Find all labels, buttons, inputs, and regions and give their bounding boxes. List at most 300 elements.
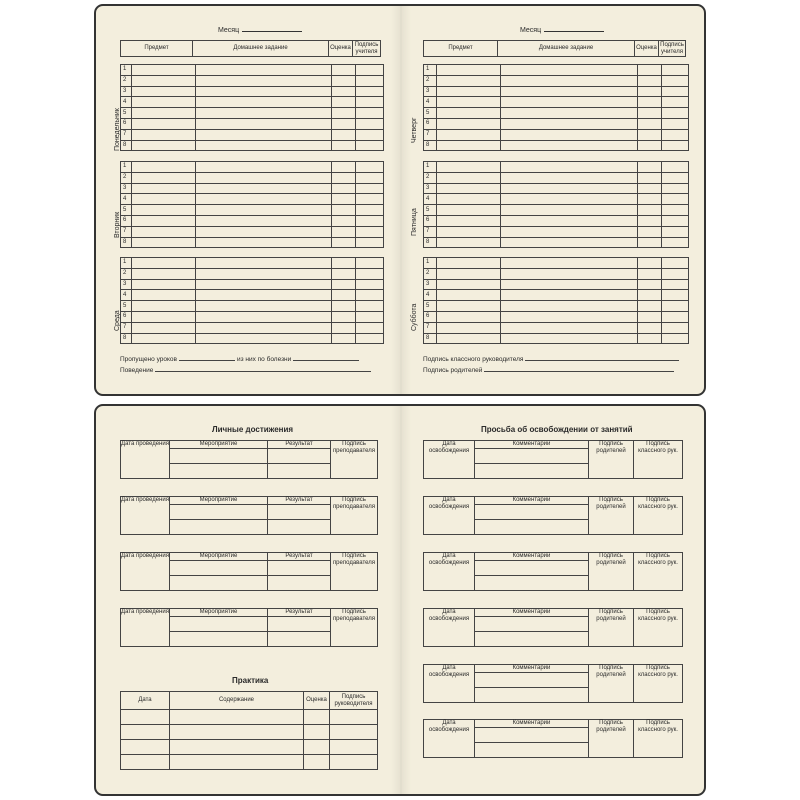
lesson-number: 2 (121, 172, 132, 183)
lesson-row (424, 290, 689, 301)
lesson-number: 6 (121, 311, 132, 322)
practice-cell[interactable] (330, 725, 378, 740)
grade-cell[interactable] (332, 65, 356, 76)
homework-cell[interactable] (501, 205, 638, 216)
grade-cell[interactable] (332, 162, 356, 173)
exm-col-class-teacher-sign: Подпись классного рук. (634, 720, 683, 758)
grade-cell[interactable] (332, 118, 356, 129)
grade-cell[interactable] (332, 194, 356, 205)
teacher-sign-cell[interactable] (662, 215, 689, 226)
grade-cell[interactable] (332, 268, 356, 279)
lesson-row (424, 279, 689, 290)
grade-cell[interactable] (638, 118, 662, 129)
parents-underline (484, 365, 674, 372)
homework-cell[interactable] (501, 301, 638, 312)
grade-cell[interactable] (332, 183, 356, 194)
practice-table (120, 691, 378, 770)
lesson-number: 3 (424, 279, 437, 290)
col-grade: Оценка (329, 41, 353, 57)
lesson-row (424, 194, 689, 205)
teacher-sign-cell[interactable] (662, 290, 689, 301)
grade-cell[interactable] (638, 86, 662, 97)
subject-cell[interactable] (437, 86, 501, 97)
practice-cell[interactable] (170, 725, 304, 740)
homework-cell[interactable] (501, 75, 638, 86)
parents-sign-line[interactable] (423, 365, 676, 374)
subject-cell[interactable] (437, 97, 501, 108)
exm-col-comments: Комментарии (475, 497, 589, 505)
grade-cell[interactable] (332, 97, 356, 108)
grade-cell[interactable] (638, 162, 662, 173)
homework-cell[interactable] (196, 301, 332, 312)
comment-cell[interactable] (475, 673, 589, 688)
teacher-sign-cell[interactable] (356, 205, 384, 216)
subject-cell[interactable] (437, 290, 501, 301)
homework-cell[interactable] (501, 279, 638, 290)
month-underline (544, 25, 604, 32)
exm-col-date: Дата освобождения (424, 553, 475, 591)
teacher-sign-cell[interactable] (356, 333, 384, 344)
teacher-sign-cell[interactable] (356, 215, 384, 226)
exm-col-date: Дата освобождения (424, 665, 475, 703)
comment-cell[interactable] (475, 449, 589, 464)
grade-cell[interactable] (332, 215, 356, 226)
ach-col-teacher-sign: Подпись преподавателя (331, 553, 378, 591)
class-teacher-sign-line[interactable] (423, 354, 681, 363)
teacher-sign-cell[interactable] (356, 75, 384, 86)
homework-cell[interactable] (501, 258, 638, 269)
result-cell[interactable] (268, 617, 331, 632)
homework-cell[interactable] (196, 162, 332, 173)
grade-cell[interactable] (332, 311, 356, 322)
grade-cell[interactable] (638, 333, 662, 344)
lesson-number: 7 (424, 129, 437, 140)
teacher-sign-cell[interactable] (662, 108, 689, 119)
grade-cell[interactable] (638, 215, 662, 226)
grade-cell[interactable] (638, 194, 662, 205)
result-cell[interactable] (268, 464, 331, 479)
comment-cell[interactable] (475, 576, 589, 591)
lesson-row (121, 118, 384, 129)
homework-cell[interactable] (196, 140, 332, 151)
homework-cell[interactable] (501, 215, 638, 226)
teacher-sign-cell[interactable] (662, 97, 689, 108)
homework-cell[interactable] (196, 215, 332, 226)
teacher-sign-cell[interactable] (356, 140, 384, 151)
homework-cell[interactable] (501, 290, 638, 301)
comment-cell[interactable] (475, 464, 589, 479)
homework-cell[interactable] (501, 172, 638, 183)
homework-cell[interactable] (501, 183, 638, 194)
practice-cell[interactable] (304, 710, 330, 725)
ach-col-date: Дата проведения (121, 609, 170, 647)
homework-cell[interactable] (196, 65, 332, 76)
teacher-sign-cell[interactable] (356, 108, 384, 119)
behavior-line[interactable] (120, 365, 373, 374)
exm-col-parents-sign: Подпись родителей (589, 665, 634, 703)
teacher-sign-cell[interactable] (662, 237, 689, 248)
homework-cell[interactable] (501, 322, 638, 333)
subject-cell[interactable] (132, 301, 196, 312)
homework-cell[interactable] (501, 65, 638, 76)
practice-cell[interactable] (304, 755, 330, 770)
practice-cell[interactable] (330, 740, 378, 755)
result-cell[interactable] (268, 520, 331, 535)
practice-cell[interactable] (330, 755, 378, 770)
subject-cell[interactable] (132, 194, 196, 205)
subject-cell[interactable] (132, 162, 196, 173)
teacher-sign-cell[interactable] (356, 172, 384, 183)
subject-cell[interactable] (437, 237, 501, 248)
subject-cell[interactable] (437, 65, 501, 76)
grade-cell[interactable] (638, 183, 662, 194)
homework-cell[interactable] (196, 311, 332, 322)
subject-cell[interactable] (437, 162, 501, 173)
lesson-row (121, 140, 384, 151)
achievement-table (120, 552, 378, 591)
comment-cell[interactable] (475, 561, 589, 576)
lesson-number: 5 (424, 301, 437, 312)
grade-cell[interactable] (332, 86, 356, 97)
day-label-wednesday: Среда (114, 310, 121, 331)
homework-cell[interactable] (196, 226, 332, 237)
event-cell[interactable] (170, 561, 268, 576)
result-cell[interactable] (268, 576, 331, 591)
teacher-sign-cell[interactable] (356, 279, 384, 290)
grade-cell[interactable] (638, 97, 662, 108)
teacher-sign-cell[interactable] (356, 65, 384, 76)
col-teacher-sign: Подпись учителя (353, 41, 381, 57)
exm-col-class-teacher-sign: Подпись классного рук. (634, 665, 683, 703)
homework-cell[interactable] (501, 118, 638, 129)
event-cell[interactable] (170, 576, 268, 591)
subject-cell[interactable] (132, 97, 196, 108)
grade-cell[interactable] (332, 322, 356, 333)
day-table-thursday (423, 64, 689, 151)
practice-cell[interactable] (304, 725, 330, 740)
lesson-number: 1 (424, 65, 437, 76)
teacher-sign-cell[interactable] (662, 183, 689, 194)
homework-cell[interactable] (196, 129, 332, 140)
homework-cell[interactable] (196, 258, 332, 269)
grade-cell[interactable] (332, 333, 356, 344)
exemption-title: Просьба об освобождении от занятий (481, 425, 633, 434)
subject-cell[interactable] (132, 333, 196, 344)
grade-cell[interactable] (332, 205, 356, 216)
teacher-sign-cell[interactable] (356, 311, 384, 322)
subject-cell[interactable] (437, 301, 501, 312)
ach-col-teacher-sign: Подпись преподавателя (331, 497, 378, 535)
homework-cell[interactable] (196, 183, 332, 194)
subject-cell[interactable] (437, 215, 501, 226)
comment-cell[interactable] (475, 617, 589, 632)
subject-cell[interactable] (132, 268, 196, 279)
event-cell[interactable] (170, 505, 268, 520)
subject-cell[interactable] (437, 311, 501, 322)
practice-cell[interactable] (170, 755, 304, 770)
lesson-row (121, 215, 384, 226)
practice-cell[interactable] (121, 755, 170, 770)
subject-cell[interactable] (437, 226, 501, 237)
teacher-sign-cell[interactable] (662, 205, 689, 216)
subject-cell[interactable] (132, 226, 196, 237)
grade-cell[interactable] (638, 65, 662, 76)
homework-cell[interactable] (501, 108, 638, 119)
exemption-table (423, 440, 683, 479)
teacher-sign-cell[interactable] (662, 258, 689, 269)
subject-cell[interactable] (132, 258, 196, 269)
subject-cell[interactable] (132, 118, 196, 129)
homework-cell[interactable] (501, 97, 638, 108)
week-header-table-right (423, 40, 686, 57)
homework-cell[interactable] (196, 108, 332, 119)
grade-cell[interactable] (332, 226, 356, 237)
grade-cell[interactable] (332, 301, 356, 312)
teacher-sign-cell[interactable] (356, 194, 384, 205)
teacher-sign-cell[interactable] (662, 311, 689, 322)
homework-cell[interactable] (196, 86, 332, 97)
grade-cell[interactable] (638, 290, 662, 301)
result-cell[interactable] (268, 505, 331, 520)
practice-cell[interactable] (121, 725, 170, 740)
teacher-sign-cell[interactable] (662, 118, 689, 129)
practice-cell[interactable] (121, 710, 170, 725)
subject-cell[interactable] (437, 205, 501, 216)
subject-cell[interactable] (437, 279, 501, 290)
teacher-sign-cell[interactable] (662, 268, 689, 279)
grade-cell[interactable] (638, 279, 662, 290)
teacher-sign-cell[interactable] (662, 140, 689, 151)
day-label-thursday: Четверг (411, 117, 418, 143)
comment-cell[interactable] (475, 520, 589, 535)
teacher-sign-cell[interactable] (356, 118, 384, 129)
teacher-sign-cell[interactable] (662, 301, 689, 312)
lesson-row (121, 290, 384, 301)
homework-cell[interactable] (196, 118, 332, 129)
grade-cell[interactable] (638, 129, 662, 140)
homework-cell[interactable] (196, 322, 332, 333)
lesson-row (424, 322, 689, 333)
teacher-sign-cell[interactable] (662, 75, 689, 86)
practice-cell[interactable] (121, 740, 170, 755)
subject-cell[interactable] (437, 140, 501, 151)
event-cell[interactable] (170, 449, 268, 464)
grade-cell[interactable] (332, 290, 356, 301)
grade-cell[interactable] (332, 172, 356, 183)
grade-cell[interactable] (332, 108, 356, 119)
teacher-sign-cell[interactable] (356, 86, 384, 97)
teacher-sign-cell[interactable] (662, 333, 689, 344)
subject-cell[interactable] (437, 183, 501, 194)
homework-cell[interactable] (501, 268, 638, 279)
event-cell[interactable] (170, 520, 268, 535)
lesson-number: 8 (424, 333, 437, 344)
subject-cell[interactable] (132, 75, 196, 86)
grade-cell[interactable] (638, 172, 662, 183)
teacher-sign-cell[interactable] (356, 290, 384, 301)
teacher-sign-cell[interactable] (356, 258, 384, 269)
subject-cell[interactable] (437, 118, 501, 129)
homework-cell[interactable] (501, 333, 638, 344)
exm-col-class-teacher-sign: Подпись классного рук. (634, 441, 683, 479)
result-cell[interactable] (268, 561, 331, 576)
teacher-sign-cell[interactable] (662, 65, 689, 76)
lesson-row (424, 118, 689, 129)
teacher-sign-cell[interactable] (662, 279, 689, 290)
teacher-sign-cell[interactable] (356, 301, 384, 312)
teacher-sign-cell[interactable] (356, 268, 384, 279)
comment-cell[interactable] (475, 728, 589, 743)
practice-cell[interactable] (304, 740, 330, 755)
homework-cell[interactable] (196, 333, 332, 344)
grade-cell[interactable] (332, 279, 356, 290)
homework-cell[interactable] (501, 194, 638, 205)
event-cell[interactable] (170, 464, 268, 479)
lesson-number: 5 (121, 108, 132, 119)
grade-cell[interactable] (332, 237, 356, 248)
grade-cell[interactable] (638, 311, 662, 322)
sick-underline (293, 354, 359, 361)
month-field-right[interactable] (520, 25, 604, 34)
subject-cell[interactable] (132, 237, 196, 248)
teacher-sign-cell[interactable] (356, 97, 384, 108)
subject-cell[interactable] (437, 268, 501, 279)
grade-cell[interactable] (332, 140, 356, 151)
teacher-sign-cell[interactable] (662, 226, 689, 237)
subject-cell[interactable] (437, 75, 501, 86)
grade-cell[interactable] (638, 258, 662, 269)
exm-col-class-teacher-sign: Подпись классного рук. (634, 553, 683, 591)
teacher-sign-cell[interactable] (356, 129, 384, 140)
lesson-row (424, 108, 689, 119)
grade-cell[interactable] (638, 237, 662, 248)
subject-cell[interactable] (437, 108, 501, 119)
subject-cell[interactable] (132, 140, 196, 151)
practice-cell[interactable] (170, 740, 304, 755)
subject-cell[interactable] (132, 215, 196, 226)
homework-cell[interactable] (501, 86, 638, 97)
lesson-number: 5 (121, 205, 132, 216)
grade-cell[interactable] (332, 129, 356, 140)
subject-cell[interactable] (132, 108, 196, 119)
subject-cell[interactable] (132, 86, 196, 97)
subject-cell[interactable] (132, 290, 196, 301)
subject-cell[interactable] (132, 279, 196, 290)
teacher-sign-cell[interactable] (662, 172, 689, 183)
teacher-sign-cell[interactable] (356, 226, 384, 237)
homework-cell[interactable] (196, 97, 332, 108)
teacher-sign-cell[interactable] (356, 183, 384, 194)
teacher-sign-cell[interactable] (662, 194, 689, 205)
subject-cell[interactable] (132, 205, 196, 216)
grade-cell[interactable] (638, 268, 662, 279)
grade-cell[interactable] (638, 140, 662, 151)
subject-cell[interactable] (437, 129, 501, 140)
subject-cell[interactable] (132, 129, 196, 140)
grade-cell[interactable] (638, 301, 662, 312)
subject-cell[interactable] (132, 172, 196, 183)
practice-cell[interactable] (330, 710, 378, 725)
grade-cell[interactable] (638, 226, 662, 237)
day-label-saturday: Суббота (411, 303, 418, 331)
day-table-friday (423, 161, 689, 248)
col-subject: Предмет (424, 41, 498, 57)
homework-cell[interactable] (501, 311, 638, 322)
comment-cell[interactable] (475, 632, 589, 647)
lesson-row (424, 140, 689, 151)
teacher-sign-cell[interactable] (662, 162, 689, 173)
teacher-sign-cell[interactable] (662, 86, 689, 97)
homework-cell[interactable] (196, 205, 332, 216)
lesson-row (424, 97, 689, 108)
homework-cell[interactable] (501, 237, 638, 248)
event-cell[interactable] (170, 617, 268, 632)
event-cell[interactable] (170, 632, 268, 647)
homework-cell[interactable] (501, 140, 638, 151)
practice-cell[interactable] (170, 710, 304, 725)
homework-cell[interactable] (196, 268, 332, 279)
homework-cell[interactable] (196, 75, 332, 86)
subject-cell[interactable] (437, 172, 501, 183)
subject-cell[interactable] (132, 311, 196, 322)
grade-cell[interactable] (332, 75, 356, 86)
practice-col-content: Содержание (170, 692, 304, 710)
comment-cell[interactable] (475, 743, 589, 758)
lesson-row (121, 205, 384, 216)
missed-lessons-label: Пропущено уроков (120, 356, 177, 363)
homework-cell[interactable] (196, 279, 332, 290)
grade-cell[interactable] (638, 108, 662, 119)
subject-cell[interactable] (437, 194, 501, 205)
result-cell[interactable] (268, 449, 331, 464)
teacher-sign-cell[interactable] (356, 322, 384, 333)
grade-cell[interactable] (332, 258, 356, 269)
subject-cell[interactable] (132, 183, 196, 194)
homework-cell[interactable] (501, 129, 638, 140)
class-teacher-underline (525, 354, 679, 361)
subject-cell[interactable] (437, 333, 501, 344)
teacher-sign-cell[interactable] (356, 237, 384, 248)
comment-cell[interactable] (475, 688, 589, 703)
comment-cell[interactable] (475, 505, 589, 520)
subject-cell[interactable] (132, 322, 196, 333)
homework-cell[interactable] (196, 194, 332, 205)
exm-col-comments: Комментарии (475, 720, 589, 728)
teacher-sign-cell[interactable] (356, 162, 384, 173)
result-cell[interactable] (268, 632, 331, 647)
exemption-table (423, 719, 683, 758)
exm-col-parents-sign: Подпись родителей (589, 497, 634, 535)
lesson-row (121, 75, 384, 86)
month-field[interactable] (218, 25, 302, 34)
subject-cell[interactable] (437, 322, 501, 333)
teacher-sign-cell[interactable] (662, 129, 689, 140)
lesson-row (424, 162, 689, 173)
homework-cell[interactable] (196, 290, 332, 301)
subject-cell[interactable] (437, 258, 501, 269)
homework-cell[interactable] (501, 162, 638, 173)
homework-cell[interactable] (501, 226, 638, 237)
homework-cell[interactable] (196, 172, 332, 183)
teacher-sign-cell[interactable] (662, 322, 689, 333)
missed-lessons-line[interactable] (120, 354, 361, 363)
lesson-row (424, 258, 689, 269)
grade-cell[interactable] (638, 75, 662, 86)
grade-cell[interactable] (638, 205, 662, 216)
grade-cell[interactable] (638, 322, 662, 333)
homework-cell[interactable] (196, 237, 332, 248)
subject-cell[interactable] (132, 65, 196, 76)
